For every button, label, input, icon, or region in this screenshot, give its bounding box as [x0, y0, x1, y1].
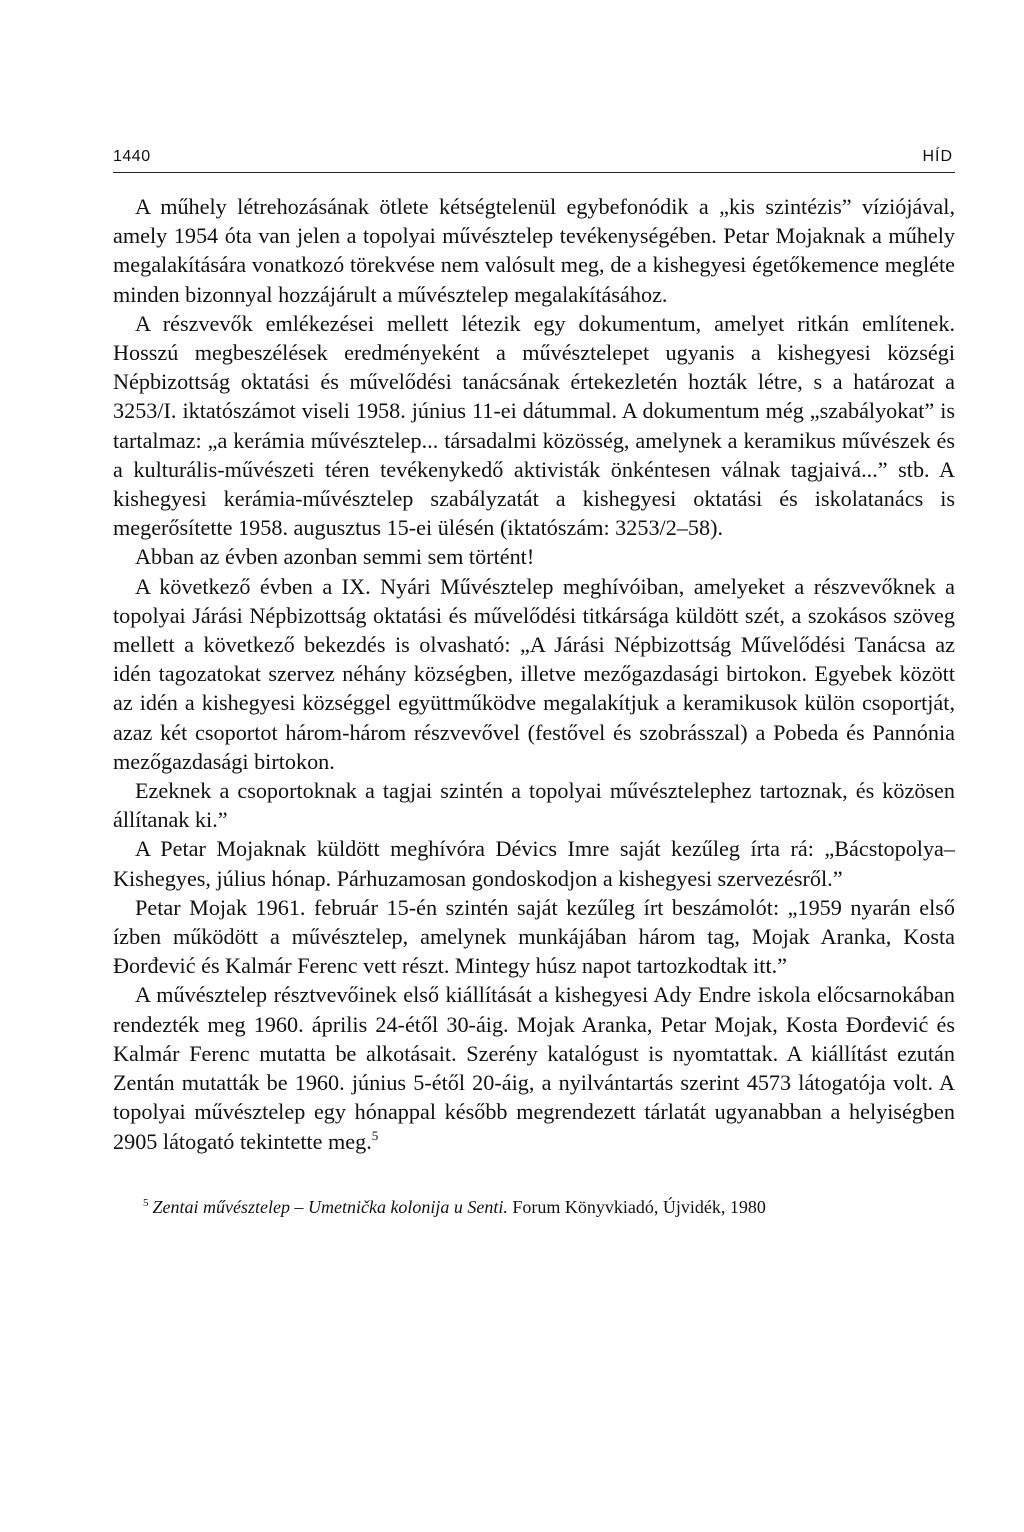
paragraph-text: A művésztelep résztvevőinek első kiállítását a kishegyesi Ady Endre iskola előcsarnokában rendezték meg 1960. április 24-étől 30-áig. Mojak Aranka, Petar Mojak, Kosta Đorđević és Kalmár Ferenc mutatta be alkotásait. Szerény katalógust is nyomtattak. A kiállítást ezután Zentán mutatták be 1960. június 5-étől 20-áig, a nyilvántartás szerint 4573 látogatója volt. A topolyai művésztelep egy hónappal később megrendezett tárlatát ugyanabban a helyiségben 2905 látogató tekintette meg. — [113, 982, 955, 1154]
footnote-mark: 5 — [143, 1196, 149, 1209]
paragraph: Ezeknek a csoportoknak a tagjai szintén a topolyai művésztelephez tartoznak, és közösen állítanak ki.” — [113, 778, 955, 833]
paragraph: A következő évben a IX. Nyári Művésztelep meghívóiban, amelyeket a részvevőknek a topolyai Járási Népbizottság oktatási és művelődési titkársága küldött szét, a szokásos szöveg mellett a következő bekezdés is olvasható: „A Járási Népbizottság Művelődési Tanácsa az idén tagozatokat szervez néhány községben, illetve mezőgazdasági birtokon. Egyebek között az idén a kishegyesi községgel együttműködve megalakítjuk a keramikusok külön csoportját, azaz két csoportot három-három részvevővel (festővel és szobrásszal) a Pobeda és Pannónia mezőgazdasági birtokon. — [113, 573, 955, 774]
footnote-reference[interactable]: 5 — [371, 1127, 379, 1143]
document-page — [113, 148, 955, 1218]
paragraph-with-footnote — [113, 980, 955, 1155]
footnote-source-title: Zentai művésztelep – Umetnička kolonija u Senti. — [152, 1196, 508, 1217]
journal-title: HÍD — [922, 148, 953, 165]
footnote — [113, 1196, 955, 1218]
footnote-publisher: Forum Könyvkiadó, Újvidék, 1980 — [507, 1196, 766, 1217]
paragraph: A részvevők emlékezései mellett létezik egy dokumentum, amelyet ritkán említenek. Hosszú megbeszélések eredményeként a művésztelepet ugyanis a kishegyesi községi Népbizottság oktatási és művelődési tanácsának értekezletén hozták létre, s a határozat a 3253/I. iktatószámot viseli 1958. június 11-ei dátummal. A dokumentum még „szabályokat” is tartalmaz: „a kerámia művésztelep... társadalmi közösség, amelynek a keramikus művészek és a kulturális-művészeti téren tevékenykedő aktivisták önkéntesen válnak tagjaivá...” stb. A kishegyesi kerámia-művésztelep szabályzatát a kishegyesi oktatási és iskolatanács is megerősítette 1958. augusztus 15-ei ülésén (iktatószám: 3253/2–58). — [113, 310, 955, 541]
running-header — [113, 148, 955, 173]
body-text — [113, 192, 955, 1156]
paragraph: A Petar Mojaknak küldött meghívóra Dévics Imre saját kezűleg írta rá: „Bácstopolya–Kishegyes, július hónap. Párhuzamosan gondoskodjon a kishegyesi szervezésről.” — [113, 836, 955, 891]
page-number: 1440 — [113, 148, 151, 165]
paragraph: Abban az évben azonban semmi sem történt! — [135, 544, 535, 570]
paragraph: Petar Mojak 1961. február 15-én szintén saját kezűleg írt beszámolót: „1959 nyarán első ízben működött a művésztelep, amelynek munkájában három tag, Mojak Aranka, Kosta Đorđević és Kalmár Ferenc vett részt. Mintegy húsz napot tartozkodtak itt.” — [113, 894, 955, 979]
paragraph: A műhely létrehozásának ötlete kétségtelenül egybefonódik a „kis szintézis” víziójával, amely 1954 óta van jelen a topolyai művésztelep tevékenységében. Petar Mojaknak a műhely megalakítására vonatkozó törekvése nem valósult meg, de a kishegyesi égetőkemence megléte minden bizonnyal hozzájárult a művésztelep megalakításához. — [113, 194, 955, 307]
